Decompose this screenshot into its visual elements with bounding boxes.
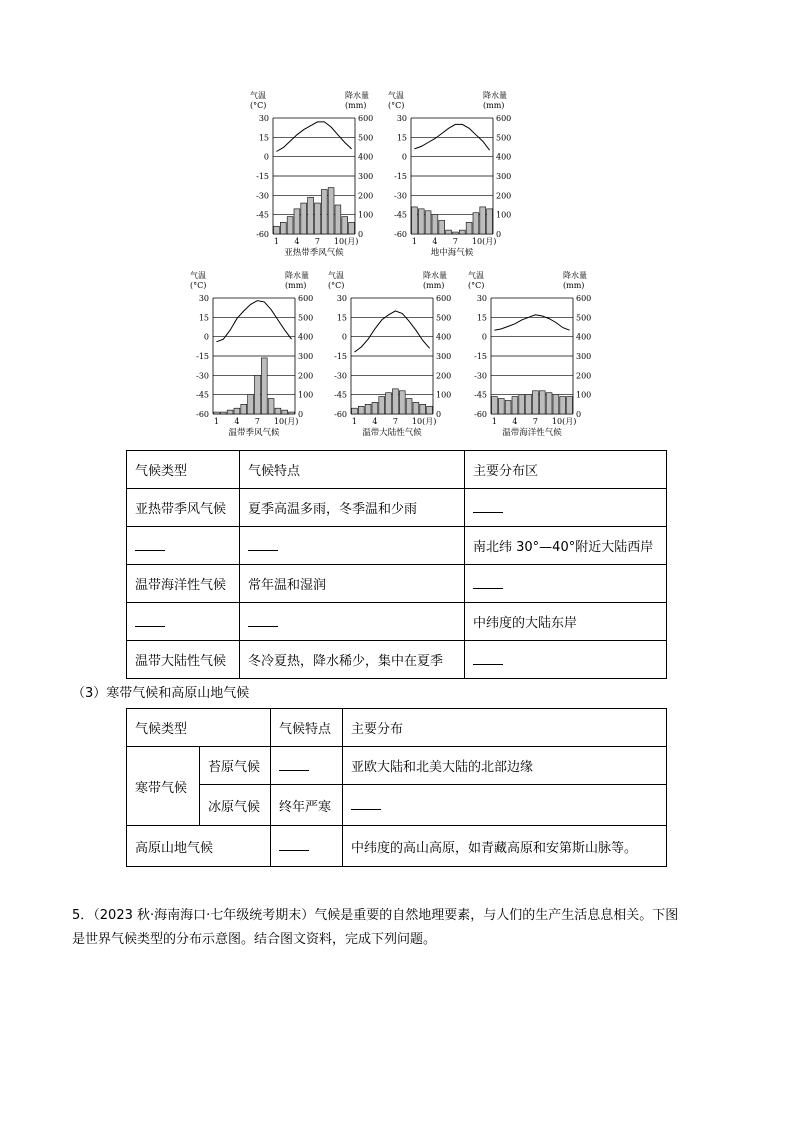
chart-svg [466,268,598,436]
precip-tick-label: 400 [496,152,512,162]
answer-blank[interactable] [248,549,278,551]
precip-tick-label: 200 [358,191,374,201]
temp-tick-label: -60 [334,410,347,419]
table2-highland: 高原山地气候 [127,826,271,867]
temp-tick-label: -60 [196,410,209,419]
temp-tick-label: -30 [256,191,269,201]
temp-tick-label: 30 [258,114,269,123]
precip-bar [560,397,566,414]
temp-tick-label: -30 [196,371,209,381]
temp-tick-label: -45 [256,210,269,220]
month-tick-label: 10(月) [273,417,299,426]
precip-bar [268,399,274,414]
precip-bar [248,395,254,414]
precip-bar [220,412,226,414]
table2-blank-cell [343,785,667,826]
left-axis-title: 气温 [468,271,484,280]
precip-bar [418,209,424,234]
month-tick-label: 7 [392,417,398,426]
left-axis-title: 气温 [190,271,206,280]
precip-bar [255,375,261,414]
precip-bar [539,391,545,414]
chart-caption: 温带大陆性气候 [362,428,422,436]
precip-tick-label: 500 [436,313,452,323]
precip-tick-label: 0 [576,410,582,419]
precip-bar [432,215,438,234]
precip-bar [567,397,573,414]
temp-tick-label: -15 [334,352,347,361]
month-tick-label: 10(月) [333,237,359,246]
precip-tick-label: 600 [576,294,592,303]
chart-svg [326,268,458,436]
month-tick-label: 1 [491,417,497,426]
temp-tick-label: 30 [476,294,487,303]
precip-bar [386,393,392,414]
month-tick-label: 1 [273,237,279,246]
temp-tick-label: 30 [198,294,209,303]
month-tick-label: 10(月) [471,237,497,246]
climate-table-1 [126,450,667,679]
chart-caption: 温带海洋性气候 [502,428,562,436]
left-axis-title: (°C) [250,101,267,110]
answer-blank[interactable] [473,663,503,665]
precip-tick-label: 0 [298,410,304,419]
table1-blank-cell [465,641,667,679]
right-axis-title: 降水量 [285,271,309,280]
climate-chart-temperate-maritime [466,268,598,436]
precip-bar [234,408,240,414]
precip-bar [308,197,314,234]
precip-bar [413,402,419,414]
month-tick-label: 1 [411,237,417,246]
precip-bar [498,399,504,414]
table1-cell: 中纬度的大陆东岸 [465,603,667,641]
temp-tick-label: 15 [336,313,347,323]
question-5 [72,904,727,952]
table1-cell: 夏季高温多雨，冬季温和少雨 [240,489,465,527]
left-axis-title: (°C) [388,101,405,110]
month-tick-label: 4 [432,237,438,246]
month-tick-label: 4 [234,417,240,426]
precip-tick-label: 200 [576,371,592,381]
climate-chart-subtropical-monsoon [248,88,380,256]
month-tick-label: 7 [254,417,260,426]
temp-tick-label: -30 [474,371,487,381]
right-axis-title: 降水量 [423,271,447,280]
temp-tick-label: -30 [394,191,407,201]
temp-tick-label: -15 [394,172,407,181]
temp-tick-label: -15 [256,172,269,181]
table2-highland-distribution: 中纬度的高山高原，如青藏高原和安第斯山脉等。 [343,826,667,867]
precip-bar [425,211,431,234]
precip-bar [526,395,532,414]
climate-table-2 [126,708,667,867]
month-tick-label: 4 [372,417,378,426]
month-tick-label: 1 [213,417,219,426]
table1-blank-cell [465,489,667,527]
precip-bar [446,230,452,234]
temp-tick-label: -60 [474,410,487,419]
temp-tick-label: 15 [396,133,407,143]
month-tick-label: 7 [314,237,320,246]
table2-header-type: 气候类型 [127,709,271,747]
left-axis-title: 气温 [328,271,344,280]
table1-cell: 温带海洋性气候 [127,565,240,603]
table2-tundra: 苔原气候 [200,747,271,785]
temp-tick-label: 0 [481,332,487,342]
precip-bar [301,203,307,234]
answer-blank[interactable] [135,549,165,551]
right-axis-title: 降水量 [483,91,507,100]
month-tick-label: 10(月) [411,417,437,426]
precip-tick-label: 200 [298,371,314,381]
precip-bar [412,207,418,234]
answer-blank[interactable] [135,625,165,627]
precip-tick-label: 100 [298,390,314,400]
precip-tick-label: 300 [298,352,314,361]
precip-bar [365,404,371,414]
table1-blank-cell [465,565,667,603]
precip-bar [275,408,281,414]
precip-bar [261,358,267,414]
precip-bar [512,397,518,414]
month-tick-label: 1 [351,417,357,426]
precip-tick-label: 500 [358,133,374,143]
table2-blank-cell [271,826,343,867]
answer-blank[interactable] [473,511,503,513]
left-axis-title: (°C) [328,281,345,290]
table1-cell: 常年温和湿润 [240,565,465,603]
temp-curve [216,301,291,342]
temp-tick-label: 0 [263,152,269,162]
right-axis-title: 降水量 [345,91,369,100]
precip-bar [480,207,486,234]
answer-blank[interactable] [279,769,309,771]
table1-blank-cell [240,603,465,641]
month-tick-label: 4 [294,237,300,246]
temp-tick-label: -45 [334,390,347,400]
left-axis-title: (°C) [190,281,207,290]
precip-bar [342,217,348,234]
temp-tick-label: 30 [336,294,347,303]
precip-tick-label: 300 [358,172,374,181]
precip-tick-label: 100 [496,210,512,220]
month-tick-label: 4 [512,417,518,426]
precip-bar [328,188,334,234]
table1-cell: 亚热带季风气候 [127,489,240,527]
precip-bar [289,412,295,414]
precip-bar [519,395,525,414]
question-5-line-2: 是世界气候类型的分布示意图。结合图文资料，完成下列问题。 [72,932,437,947]
chart-caption: 亚热带季风气候 [284,248,344,256]
precip-bar [379,397,385,414]
precip-bar [227,410,233,414]
temp-tick-label: 0 [401,152,407,162]
temp-tick-label: 0 [341,332,347,342]
precip-bar [453,232,459,234]
temp-tick-label: -45 [394,210,407,220]
table1-blank-cell [127,603,240,641]
left-axis-title: (°C) [468,281,485,290]
precip-bar [406,399,412,414]
table2-ice-cap: 冰原气候 [200,785,271,826]
precip-bar [280,222,286,234]
precip-tick-label: 600 [496,114,512,123]
precip-tick-label: 200 [496,191,512,201]
precip-tick-label: 0 [496,230,502,239]
precip-tick-label: 400 [358,152,374,162]
table2-ice-cap-feature: 终年严寒 [271,785,343,826]
right-axis-title: (mm) [483,101,505,110]
answer-blank[interactable] [473,587,503,589]
right-axis-title: (mm) [285,281,307,290]
left-axis-title: 气温 [388,91,404,100]
chart-svg [188,268,320,436]
table2-header-distribution: 主要分布 [343,709,667,747]
precip-tick-label: 0 [358,230,364,239]
precip-tick-label: 100 [358,210,374,220]
table1-cell: 温带大陆性气候 [127,641,240,679]
table1-blank-cell [127,527,240,565]
climate-chart-temperate-continental [326,268,458,436]
precip-bar [315,203,321,234]
chart-caption: 地中海气候 [430,248,474,256]
right-axis-title: (mm) [563,281,585,290]
chart-svg [386,88,518,256]
right-axis-title: (mm) [345,101,367,110]
temp-tick-label: -15 [474,352,487,361]
temp-tick-label: 15 [258,133,269,143]
table2-header-feature: 气候特点 [271,709,343,747]
table1-cell: 冬冷夏热，降水稀少，集中在夏季 [240,641,465,679]
precip-bar [274,226,280,234]
precip-bar [321,190,327,234]
precip-bar [294,209,300,234]
precip-bar [349,222,355,234]
precip-bar [459,230,465,234]
temp-tick-label: -15 [196,352,209,361]
precip-bar [492,397,498,414]
precip-tick-label: 100 [576,390,592,400]
right-axis-title: (mm) [423,281,445,290]
precip-tick-label: 600 [436,294,452,303]
precip-bar [439,220,445,234]
precip-bar [487,209,493,234]
month-tick-label: 7 [452,237,458,246]
section-3-title: （3）寒带气候和高原山地气候 [72,686,250,701]
table2-tundra-distribution: 亚欧大陆和北美大陆的北部边缘 [343,747,667,785]
precip-tick-label: 300 [496,172,512,181]
precip-tick-label: 100 [436,390,452,400]
table1-header-distribution: 主要分布区 [465,451,667,489]
precip-tick-label: 400 [576,332,592,342]
temp-tick-label: -45 [196,390,209,400]
precip-tick-label: 600 [358,114,374,123]
table1-blank-cell [240,527,465,565]
temp-curve [276,122,351,152]
precip-bar [282,410,288,414]
right-axis-title: 降水量 [563,271,587,280]
table1-header-type: 气候类型 [127,451,240,489]
precip-tick-label: 400 [436,332,452,342]
temp-tick-label: -60 [394,230,407,239]
climate-chart-temperate-monsoon [188,268,320,436]
precip-bar [533,391,539,414]
table2-blank-cell [271,747,343,785]
precip-tick-label: 300 [436,352,452,361]
answer-blank[interactable] [279,849,309,851]
temp-tick-label: -30 [334,371,347,381]
temp-tick-label: 15 [198,313,209,323]
climate-chart-mediterranean [386,88,518,256]
precip-bar [473,213,479,234]
month-tick-label: 7 [532,417,538,426]
precip-bar [466,222,472,234]
precip-bar [393,389,399,414]
precip-bar [241,404,247,414]
temp-tick-label: 30 [396,114,407,123]
precip-tick-label: 500 [576,313,592,323]
month-tick-label: 10(月) [551,417,577,426]
table1-header-feature: 气候特点 [240,451,465,489]
precip-tick-label: 500 [496,133,512,143]
chart-caption: 温带季风气候 [228,428,280,436]
precip-bar [399,391,405,414]
precip-bar [335,205,341,234]
precip-bar [358,406,364,414]
precip-bar [352,408,358,414]
precip-bar [427,406,433,414]
precip-bar [214,412,220,414]
precip-bar [287,217,293,234]
temp-tick-label: 0 [203,332,209,342]
chart-svg [248,88,380,256]
temp-tick-label: -60 [256,230,269,239]
precip-bar [553,395,559,414]
table2-cold-zone: 寒带气候 [127,747,200,826]
precip-tick-label: 300 [576,352,592,361]
left-axis-title: 气温 [250,91,266,100]
answer-blank[interactable] [248,625,278,627]
precip-tick-label: 400 [298,332,314,342]
precip-bar [505,400,511,414]
precip-tick-label: 200 [436,371,452,381]
precip-tick-label: 0 [436,410,442,419]
precip-bar [420,404,426,414]
temp-tick-label: -45 [474,390,487,400]
precip-bar [546,393,552,414]
precip-tick-label: 600 [298,294,314,303]
question-5-line-1: 5．（2023 秋·海南海口·七年级统考期末）气候是重要的自然地理要素，与人们的生产生活息息相关。下图 [72,908,679,923]
precip-bar [372,402,378,414]
table1-cell: 南北纬 30°—40°附近大陆西岸 [465,527,667,565]
precip-tick-label: 500 [298,313,314,323]
temp-tick-label: 15 [476,313,487,323]
answer-blank[interactable] [351,808,381,810]
